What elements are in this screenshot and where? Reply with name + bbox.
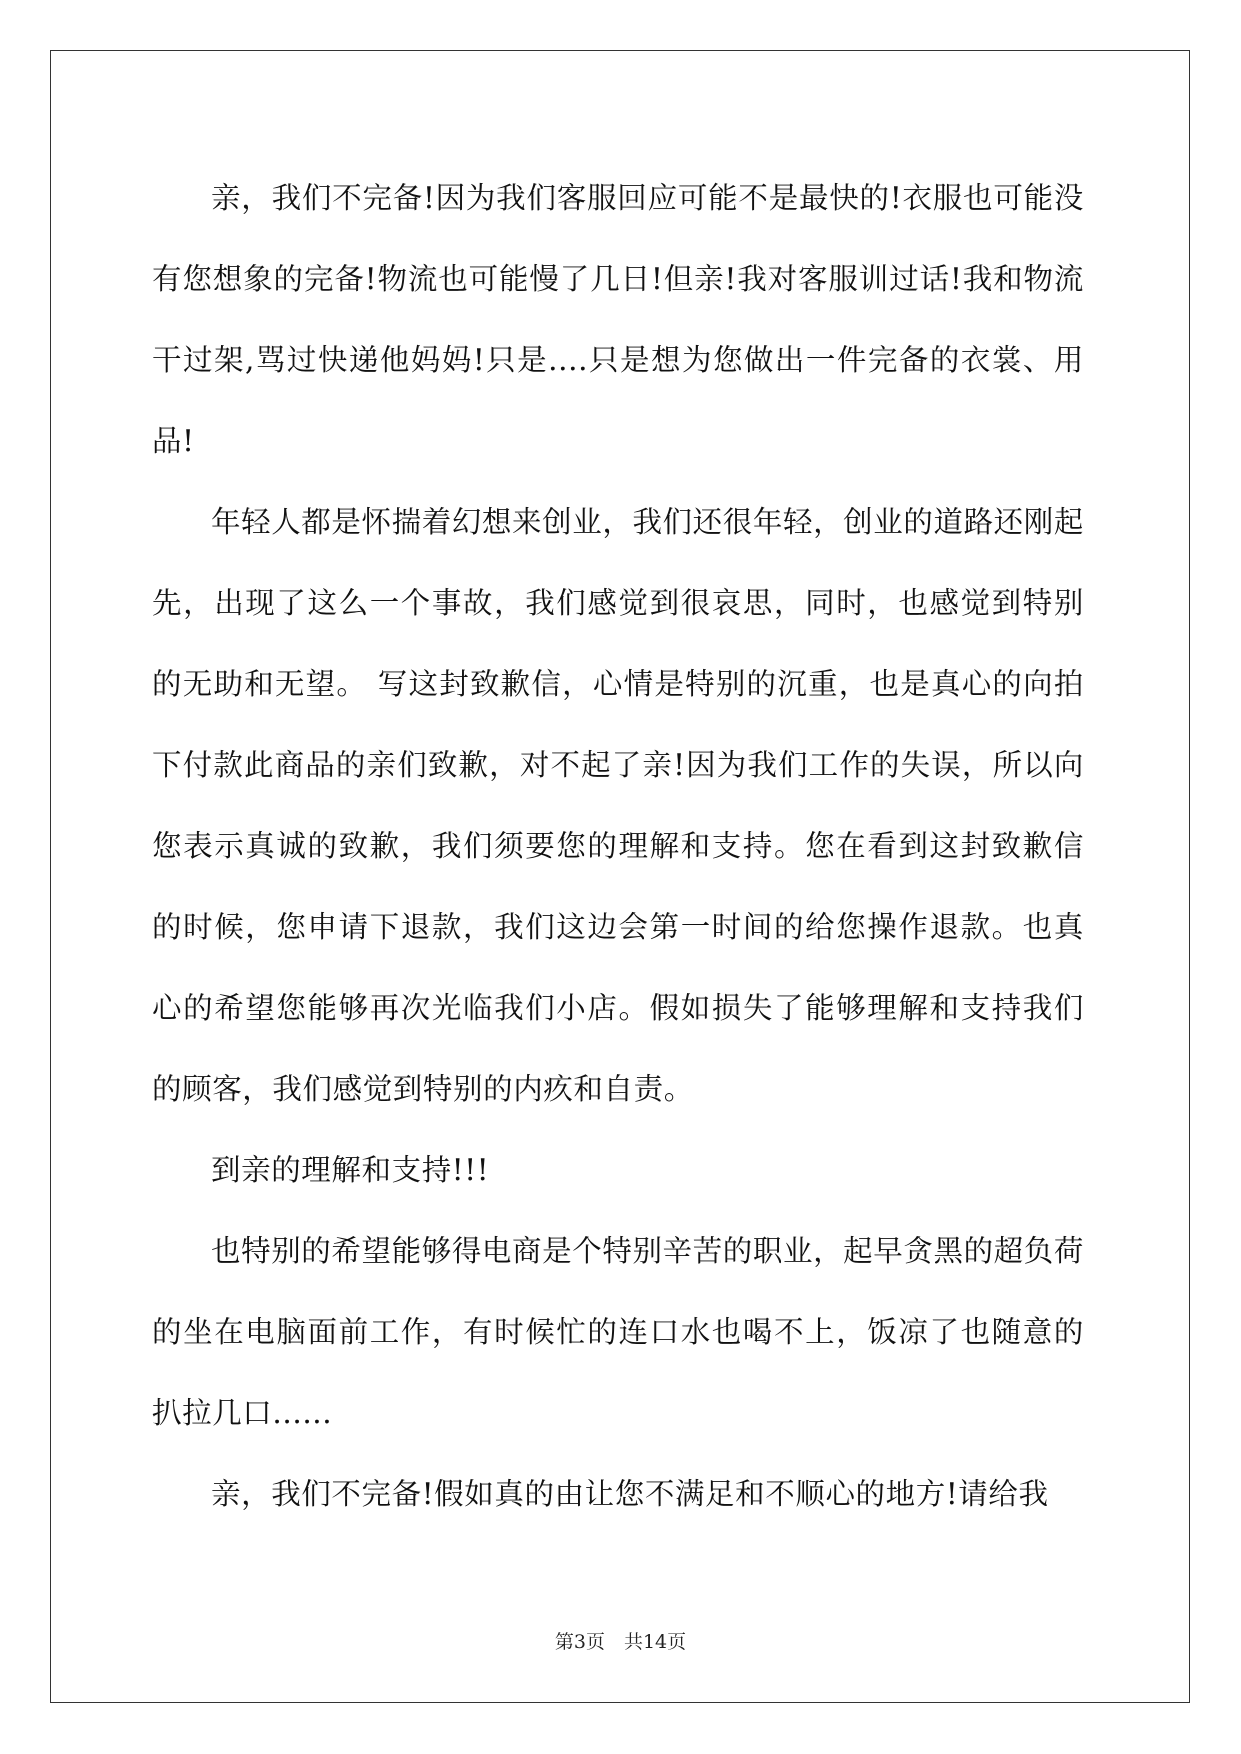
document-body xyxy=(152,158,1084,1535)
paragraph-2: 年轻人都是怀揣着幻想来创业，我们还很年轻，创业的道路还刚起先，出现了这么一个事故，我们感觉到很哀思，同时，也感觉到特别的无助和无望。 写这封致歉信，心情是特别的沉重，也是真心的向拍下付款此商品的亲们致歉，对不起了亲!因为我们工作的失误，所以向您表示真诚的致歉，我们须要您的理解和支持。您在看到这封致歉信的时候，您申请下退款，我们这边会第一时间的给您操作退款。也真心的希望您能够再次光临我们小店。假如损失了能够理解和支持我们的顾客，我们感觉到特别的内疚和自责。 xyxy=(152,505,1084,1106)
page-footer xyxy=(0,1627,1241,1654)
page-number-label: 第3页 共14页 xyxy=(554,1631,687,1653)
paragraph-1: 亲，我们不完备!因为我们客服回应可能不是最快的!衣服也可能没有您想象的完备!物流也可能慢了几日!但亲!我对客服训过话!我和物流干过架,骂过快递他妈妈!只是....只是想为您做出一件完备的衣裳、用品! xyxy=(152,181,1084,458)
paragraph-4: 也特别的希望能够得电商是个特别辛苦的职业，起早贪黑的超负荷的坐在电脑面前工作，有时候忙的连口水也喝不上，饭凉了也随意的扒拉几口...... xyxy=(152,1234,1084,1430)
paragraph-3: 到亲的理解和支持!!! xyxy=(211,1153,490,1187)
paragraph-5: 亲，我们不完备!假如真的由让您不满足和不顺心的地方!请给我 xyxy=(211,1477,1049,1511)
